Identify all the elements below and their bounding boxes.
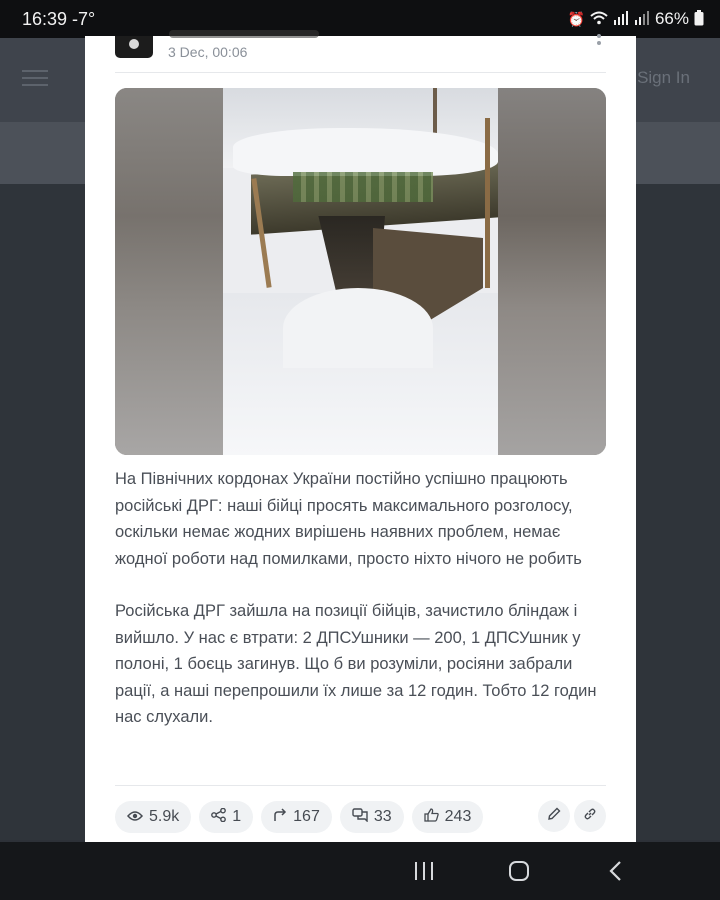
pencil-icon — [547, 807, 561, 825]
comments-count: 33 — [373, 808, 392, 825]
status-icons — [568, 9, 704, 29]
channel-name-clipped — [169, 30, 319, 38]
wifi-icon — [590, 11, 608, 28]
forward-icon — [273, 808, 287, 826]
back-icon[interactable] — [600, 854, 630, 888]
divider — [115, 785, 606, 786]
battery-percent: 66% — [654, 9, 689, 28]
comments-icon — [352, 808, 368, 826]
views-chip — [115, 801, 191, 833]
thumbs-up-icon — [424, 808, 439, 826]
likes-chip[interactable] — [412, 801, 484, 833]
shares-chip[interactable] — [199, 801, 253, 833]
media-blur-right — [498, 88, 606, 455]
menu-icon — [22, 70, 48, 86]
more-options-icon[interactable] — [597, 34, 603, 48]
views-count: 5.9k — [149, 808, 180, 825]
eye-icon — [127, 809, 143, 826]
status-bar — [0, 0, 720, 38]
shares-count: 1 — [232, 808, 242, 825]
post-paragraph: Російська ДРГ зайшла на позиції бійців, зачистило бліндаж і вийшло. У нас є втрати: 2 ДПСУшники — 200, 1 ДПСУшник у полоні, 1 боєць загинув. Що б ви розуміли, росіяни забрали рації, а наші перепрошили їх лише за 12 годин. Тобто 12 годин нас слухали. — [115, 602, 597, 726]
comments-chip[interactable] — [340, 801, 404, 833]
post-text — [115, 466, 606, 731]
battery-icon — [694, 10, 704, 29]
post-stats — [115, 801, 483, 833]
signal-icon — [634, 11, 650, 28]
recents-icon[interactable] — [404, 854, 444, 888]
media-blur-left — [115, 88, 223, 455]
status-time-temp: 16:39 -7° — [22, 9, 96, 29]
link-icon — [583, 807, 597, 825]
background-sign-in: Sign In — [637, 68, 690, 87]
dugout-photo — [223, 88, 498, 455]
post-date: 3 Dec, 00:06 — [168, 44, 248, 60]
edit-button[interactable] — [538, 800, 570, 832]
home-icon[interactable] — [504, 854, 534, 888]
post-media[interactable] — [115, 88, 606, 455]
alarm-icon: ⏰ — [567, 10, 585, 27]
post-card — [85, 36, 636, 842]
likes-count: 243 — [444, 808, 472, 825]
post-paragraph: На Північних кордонах України постійно успішно працюють російські ДРГ: наші бійці просять максимального розголосу, оскільки немає жодних вирішень наявних проблем, немає жодної роботи над помилками, просто ніхто нічого не робить — [115, 470, 582, 568]
channel-avatar[interactable] — [115, 36, 153, 58]
forwards-count: 167 — [293, 808, 320, 825]
divider — [115, 72, 606, 73]
signal-icon — [613, 11, 629, 28]
forwards-chip[interactable] — [261, 801, 332, 833]
share-icon — [211, 808, 226, 826]
copy-link-button[interactable] — [574, 800, 606, 832]
navigation-bar — [0, 842, 720, 900]
